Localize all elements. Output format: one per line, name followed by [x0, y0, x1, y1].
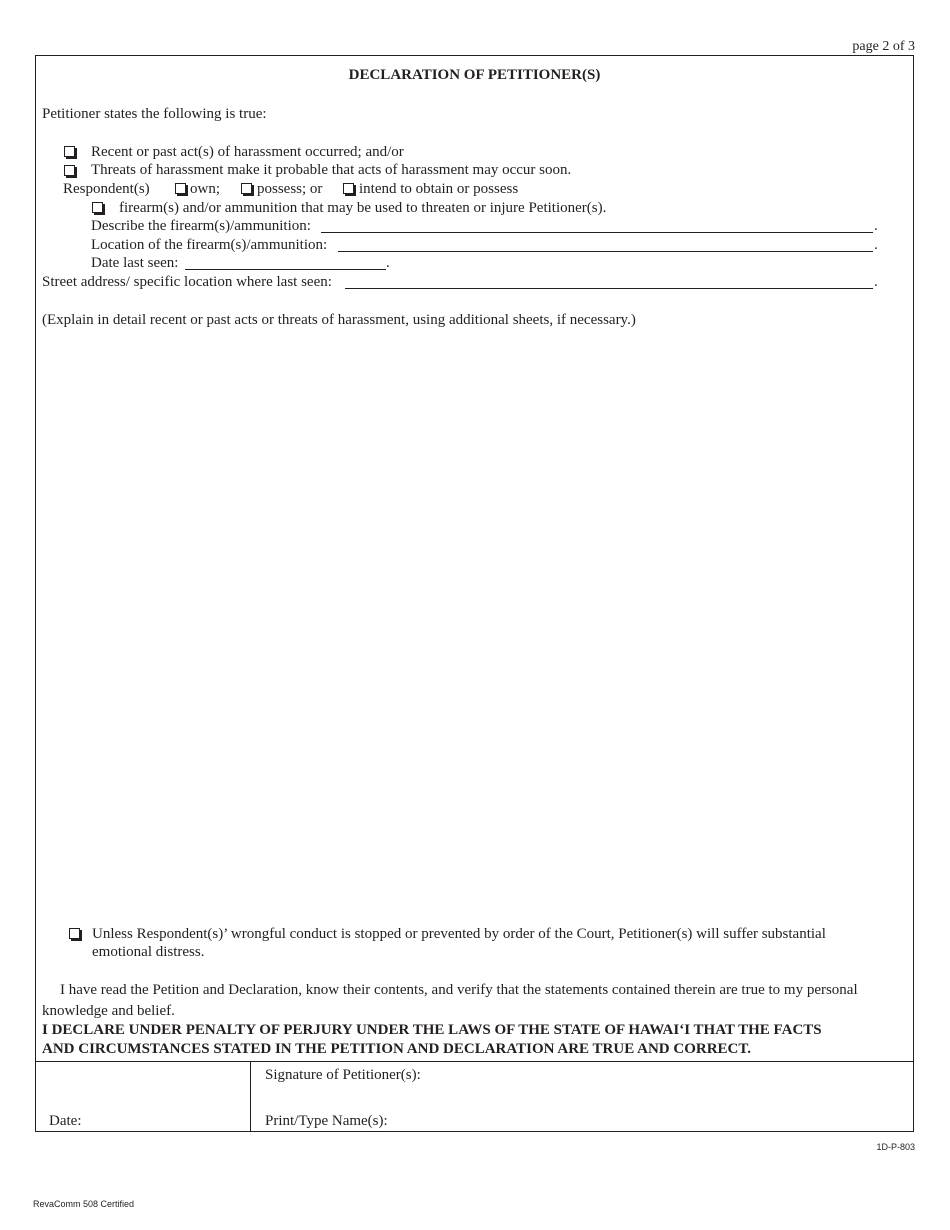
signature-field[interactable]	[252, 1062, 913, 1097]
form-code: 1D-P-803	[876, 1142, 915, 1152]
distress-line-2: emotional distress.	[92, 944, 205, 960]
perjury-line-2: AND CIRCUMSTANCES STATED IN THE PETITION AND DECLARATION ARE TRUE AND CORRECT.	[42, 1041, 752, 1057]
explain-instructions: (Explain in detail recent or past acts or threats of harassment, using additional sheets, if necessary.)	[42, 312, 636, 328]
date-label: Date:	[49, 1113, 82, 1129]
location-label: Location of the firearm(s)/ammunition:	[91, 237, 328, 253]
street-address-field[interactable]	[345, 288, 873, 289]
respondent-label: Respondent(s)	[63, 181, 150, 197]
recent-acts-label: Recent or past act(s) of harassment occurred; and/or	[91, 144, 404, 160]
intro-text: Petitioner states the following is true:	[42, 106, 267, 122]
own-label: own;	[190, 181, 220, 197]
distress-checkbox[interactable]	[69, 928, 80, 939]
location-period: .	[874, 237, 878, 253]
signature-divider	[250, 1062, 251, 1132]
page-number: page 2 of 3	[852, 39, 915, 54]
possess-label: possess; or	[257, 181, 323, 197]
describe-period: .	[874, 218, 878, 234]
date-period: .	[386, 255, 390, 271]
intend-checkbox[interactable]	[343, 183, 354, 194]
street-period: .	[874, 274, 878, 290]
location-firearm-field[interactable]	[338, 251, 873, 252]
firearm-checkbox[interactable]	[92, 202, 103, 213]
street-address-label: Street address/ specific location where last seen:	[42, 274, 332, 290]
intend-label: intend to obtain or possess	[359, 181, 519, 197]
threats-checkbox[interactable]	[64, 165, 75, 176]
firearm-label: firearm(s) and/or ammunition that may be used to threaten or injure Petitioner(s).	[119, 200, 607, 216]
verify-line-1: I have read the Petition and Declaration, know their contents, and verify that the statements contained therein are true to my personal	[60, 982, 858, 998]
print-name-label: Print/Type Name(s):	[265, 1113, 388, 1129]
date-field[interactable]	[36, 1062, 250, 1131]
describe-firearm-field[interactable]	[321, 232, 873, 233]
threats-label: Threats of harassment make it probable that acts of harassment may occur soon.	[91, 162, 572, 178]
date-last-seen-label: Date last seen:	[91, 255, 179, 271]
own-checkbox[interactable]	[175, 183, 186, 194]
page-title: DECLARATION OF PETITIONER(S)	[348, 67, 601, 83]
verify-line-2: knowledge and belief.	[42, 1003, 175, 1019]
recent-acts-checkbox[interactable]	[64, 146, 75, 157]
date-last-seen-field[interactable]	[185, 269, 386, 270]
distress-line-1: Unless Respondent(s)’ wrongful conduct is stopped or prevented by order of the Court, Petitioner(s) will suffer substantial	[92, 926, 826, 942]
explanation-area[interactable]	[42, 335, 908, 915]
certification-note: RevaComm 508 Certified	[33, 1199, 135, 1209]
perjury-line-1: I DECLARE UNDER PENALTY OF PERJURY UNDER THE LAWS OF THE STATE OF HAWAI‘I THAT THE FACTS	[42, 1022, 822, 1038]
signature-label: Signature of Petitioner(s):	[265, 1067, 421, 1083]
print-name-field[interactable]	[252, 1098, 913, 1131]
describe-label: Describe the firearm(s)/ammunition:	[91, 218, 311, 234]
possess-checkbox[interactable]	[241, 183, 252, 194]
